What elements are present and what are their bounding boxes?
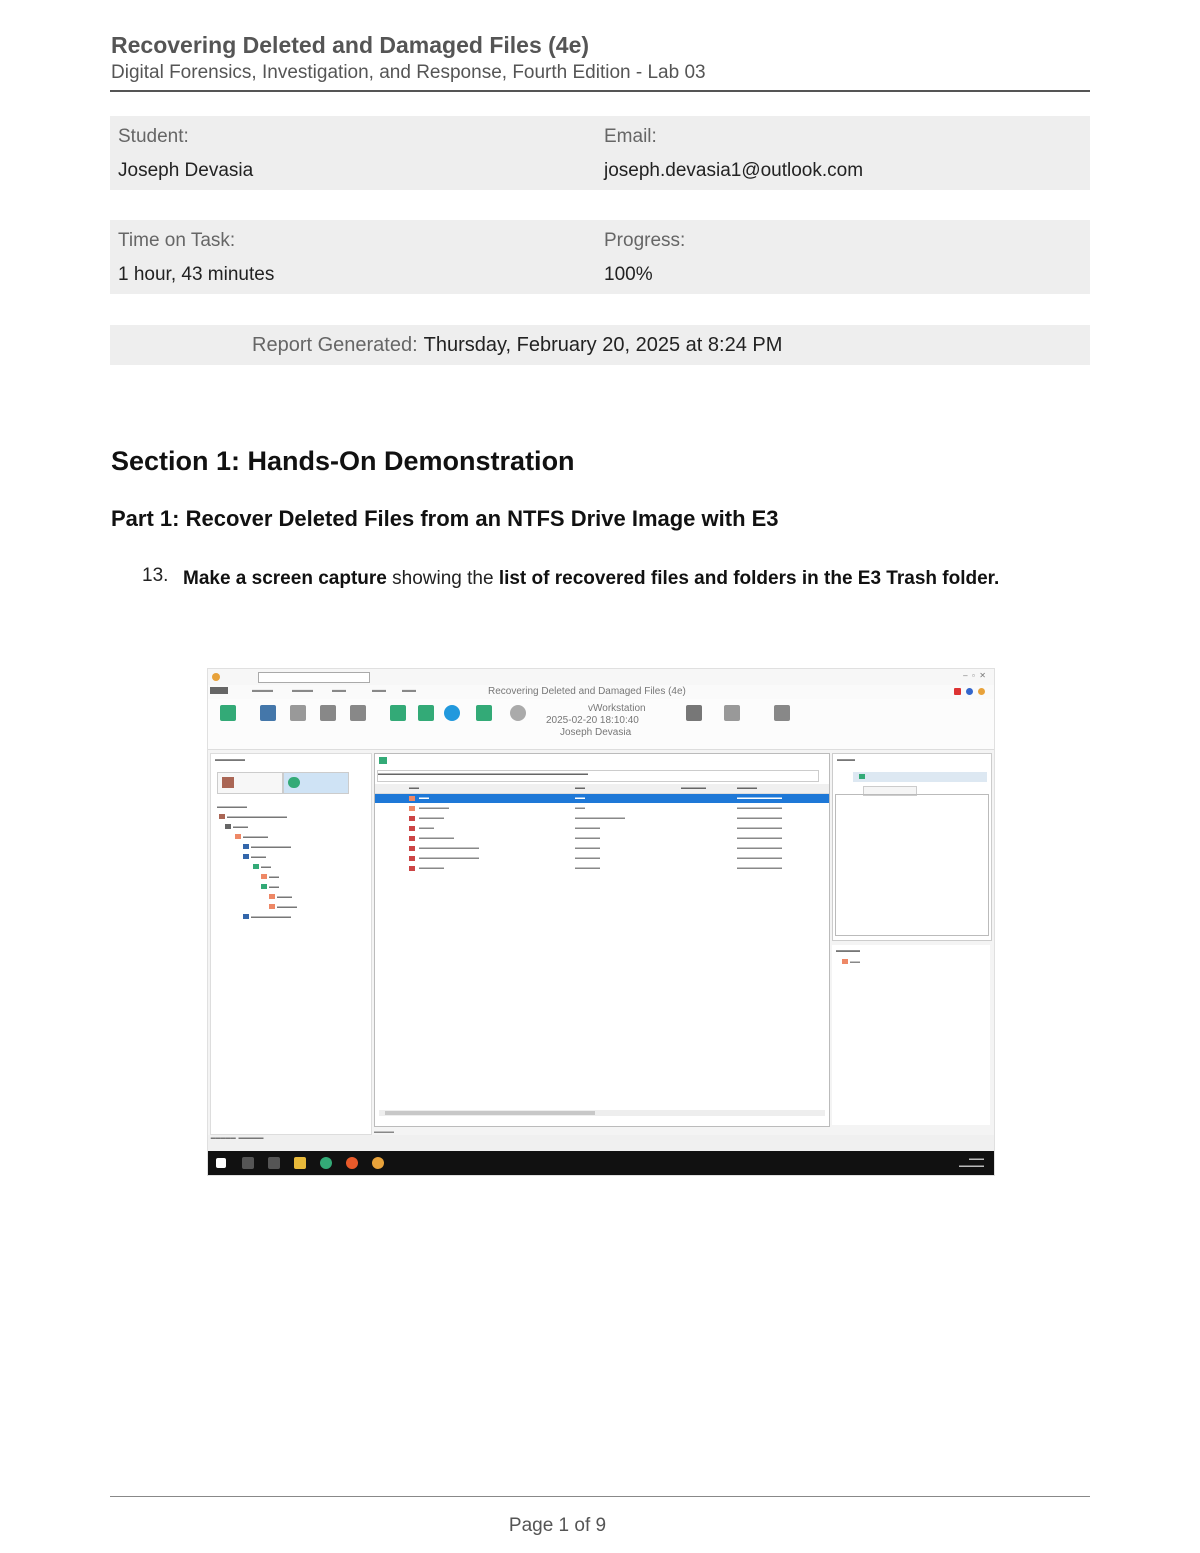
table-row[interactable]: ▬▬▬▬▬ ▬▬▬▬▬ ▬▬▬▬▬▬▬▬▬ [375,864,829,873]
tree-row[interactable]: ▬▬▬▬ [269,904,297,912]
tree-row[interactable]: ▬▬▬▬▬ [235,834,268,842]
table-row[interactable]: ▬▬▬▬▬ ▬▬▬▬▬▬▬▬▬▬ ▬▬▬▬▬▬▬▬▬ [375,814,829,823]
column-date[interactable]: ▬▬▬▬ [737,785,757,791]
file-list-header [375,784,829,794]
case-tree-pane [210,753,372,1135]
file-icon [409,856,415,861]
time-label: Time on Task: [118,230,236,251]
file-icon [409,826,415,831]
folder-icon [269,894,275,899]
question-text [183,565,1063,592]
app-titlebar [208,669,994,685]
header-divider [110,90,1090,92]
table-row[interactable]: ▬▬▬▬▬▬▬ ▬▬▬▬▬ ▬▬▬▬▬▬▬▬▬ [375,834,829,843]
tree-row[interactable]: ▬▬▬▬▬▬▬▬▬▬▬▬ [219,814,287,822]
progress-label: Progress: [604,230,686,251]
student-label: Student: [118,126,189,147]
question-number: 13. [142,565,169,586]
start-icon[interactable] [216,1158,226,1168]
file-explorer-icon[interactable] [294,1157,306,1169]
folder-icon [235,834,241,839]
student-info-box [110,116,1090,190]
table-row[interactable]: ▬▬▬▬▬▬▬▬▬▬▬▬ ▬▬▬▬▬ ▬▬▬▬▬▬▬▬▬ [375,844,829,853]
tree-row[interactable]: ▬▬▬ [269,894,292,902]
search-icon[interactable] [242,1157,254,1169]
folder-icon [409,806,415,811]
report-generated-box [110,325,1090,365]
ribbon-settings-icon[interactable] [774,705,790,721]
tree-row[interactable]: ▬▬▬ [243,854,266,862]
tree-row[interactable]: ▬▬▬▬▬▬ [217,804,247,810]
question-bold-2: list of recovered files and folders in the E3 Trash folder. [498,568,1000,589]
partition-icon [243,844,249,849]
menu-tab-file[interactable] [210,687,228,694]
case-button-data[interactable] [283,772,349,794]
windows-taskbar [208,1151,994,1175]
scrollbar-thumb[interactable] [385,1111,595,1115]
case-icon [219,814,225,819]
app-menubar [208,685,994,700]
email-value: joseph.devasia1@outlook.com [604,160,864,181]
footer-divider [110,1496,1090,1497]
column-type[interactable]: ▬▬ [575,785,585,791]
table-row[interactable]: ▬▬▬▬▬▬▬▬▬▬▬▬ ▬▬▬▬▬ ▬▬▬▬▬▬▬▬▬ [375,854,829,863]
bookmark-item[interactable]: ▬▬ [842,959,860,965]
ribbon-search-icon[interactable] [260,705,276,721]
student-cell [118,126,253,182]
screenshot-watermark [546,703,646,739]
tree-row[interactable]: ▬▬▬▬▬▬▬▬ [243,844,291,852]
tree-row[interactable]: ▬▬▬▬▬▬▬▬ [243,914,291,922]
menu-tab-view[interactable]: ▬▬ [372,687,386,694]
firefox-icon[interactable] [346,1157,358,1169]
file-icon [409,846,415,851]
system-clock: ▬▬▬ ▬▬▬▬▬ [959,1156,984,1169]
document-subtitle: Digital Forensics, Investigation, and Response, Fourth Edition - Lab 03 [111,62,706,83]
tree-row[interactable]: ▬▬ [261,874,279,882]
embedded-screenshot [207,668,995,1176]
watermark-host: vWorkstation [588,703,646,714]
case-button-evidence[interactable] [217,772,283,794]
tree-row[interactable]: ▬▬ [253,864,271,872]
folder-icon [269,904,275,909]
folder-icon [409,796,415,801]
partition-icon [243,914,249,919]
watermark-time: 2025-02-20 18:10:40 [546,715,639,726]
table-row[interactable]: ▬▬▬ ▬▬▬▬▬ ▬▬▬▬▬▬▬▬▬ [375,824,829,833]
menu-tab-home[interactable]: ▬▬▬ [252,687,273,694]
user-icon[interactable] [978,688,985,695]
section-heading: Section 1: Hands-On Demonstration [111,446,575,476]
app-status-bar: ▬▬▬▬▬ ▬▬▬▬▬ [208,1135,994,1151]
ribbon-add-evidence-icon[interactable] [220,705,236,721]
path-bar[interactable]: ▬▬▬▬▬▬▬▬▬▬▬▬▬▬▬▬▬▬▬▬▬▬▬▬▬▬▬▬▬▬▬▬▬▬▬▬▬▬▬▬▬▬ [377,770,819,782]
progress-value: 100% [604,264,653,285]
ribbon-cloud-icon[interactable] [444,705,460,721]
question-bold-1: Make a screen capture [183,568,387,589]
case-selector[interactable] [258,672,370,683]
data-view-icon [288,777,300,788]
folder-icon [842,959,848,964]
file-icon [409,816,415,821]
tree-row[interactable]: ▬▬ [261,884,279,892]
question-plain-1: showing the [386,568,499,589]
part-heading: Part 1: Recover Deleted Files from an NTFS Drive Image with E3 [111,506,779,531]
report-label: Report Generated: [252,334,418,356]
app-ribbon [208,699,994,750]
properties-toolbar[interactable] [853,772,987,782]
properties-title: ▬▬▬ [837,757,855,763]
properties-content [835,794,989,936]
time-cell [118,230,274,286]
ribbon-device-icon[interactable] [476,705,492,721]
report-value: Thursday, February 20, 2025 at 8:24 PM [423,334,783,356]
menu-tab-help[interactable]: ▬▬ [402,687,416,694]
ribbon-edit-icon[interactable] [290,705,306,721]
menu-tab-tools[interactable]: ▬▬ [332,687,346,694]
table-row[interactable]: ▬▬ ▬▬ ▬▬▬▬▬▬▬▬▬ [375,794,829,803]
tree-row[interactable]: ▬▬▬ [225,824,248,832]
status-icons [948,688,988,696]
ribbon-download-icon[interactable] [418,705,434,721]
student-value: Joseph Devasia [118,160,254,181]
progress-cell [604,230,685,286]
document-title: Recovering Deleted and Damaged Files (4e) [111,32,590,58]
window-controls-icon[interactable]: – ▫ ✕ [963,671,986,680]
folder-icon [261,874,267,879]
bookmarks-pane [832,945,990,1125]
progress-info-box [110,220,1090,294]
email-cell [604,126,863,182]
grid-icon [859,774,865,779]
horizontal-scrollbar[interactable] [379,1110,825,1116]
pane-title-bar: ▬▬▬▬▬ [215,757,245,763]
file-icon [409,866,415,871]
ribbon-chrome-icon[interactable] [510,705,526,721]
ribbon-print-icon[interactable] [686,705,702,721]
trash-folder-icon [261,884,267,889]
column-name[interactable]: ▬▬ [409,785,419,791]
ribbon-tree-icon[interactable] [320,705,336,721]
partition-icon [243,854,249,859]
task-view-icon[interactable] [268,1157,280,1169]
table-row[interactable]: ▬▬▬▬▬▬ ▬▬ ▬▬▬▬▬▬▬▬▬ [375,804,829,813]
page-number: Page 1 of 9 [508,1515,607,1536]
ribbon-mobile-icon[interactable] [390,705,406,721]
properties-pane [832,753,992,941]
e3-app-icon[interactable] [372,1157,384,1169]
tab-icon [379,757,387,764]
volume-icon [253,864,259,869]
briefcase-icon [222,777,234,788]
watermark-user: Joseph Devasia [560,727,632,738]
app-window-title: Recovering Deleted and Damaged Files (4e) [488,686,686,697]
ribbon-tree2-icon[interactable] [350,705,366,721]
column-status[interactable]: ▬▬▬▬▬ [681,785,706,791]
drive-icon [225,824,231,829]
file-list-status: ▬▬▬▬ [374,1129,394,1135]
time-value: 1 hour, 43 minutes [118,264,275,285]
youtube-icon [954,688,961,695]
report-generated-line [252,334,782,357]
file-list-pane [374,753,830,1127]
ribbon-report-icon[interactable] [724,705,740,721]
email-label: Email: [604,126,657,147]
file-icon [409,836,415,841]
bookmarks-title: ▬▬▬▬ [836,948,860,954]
app-logo-icon [212,673,220,681]
chrome-icon[interactable] [320,1157,332,1169]
help-icon[interactable] [966,688,973,695]
menu-tab-evidence[interactable]: ▬▬▬ [292,687,313,694]
